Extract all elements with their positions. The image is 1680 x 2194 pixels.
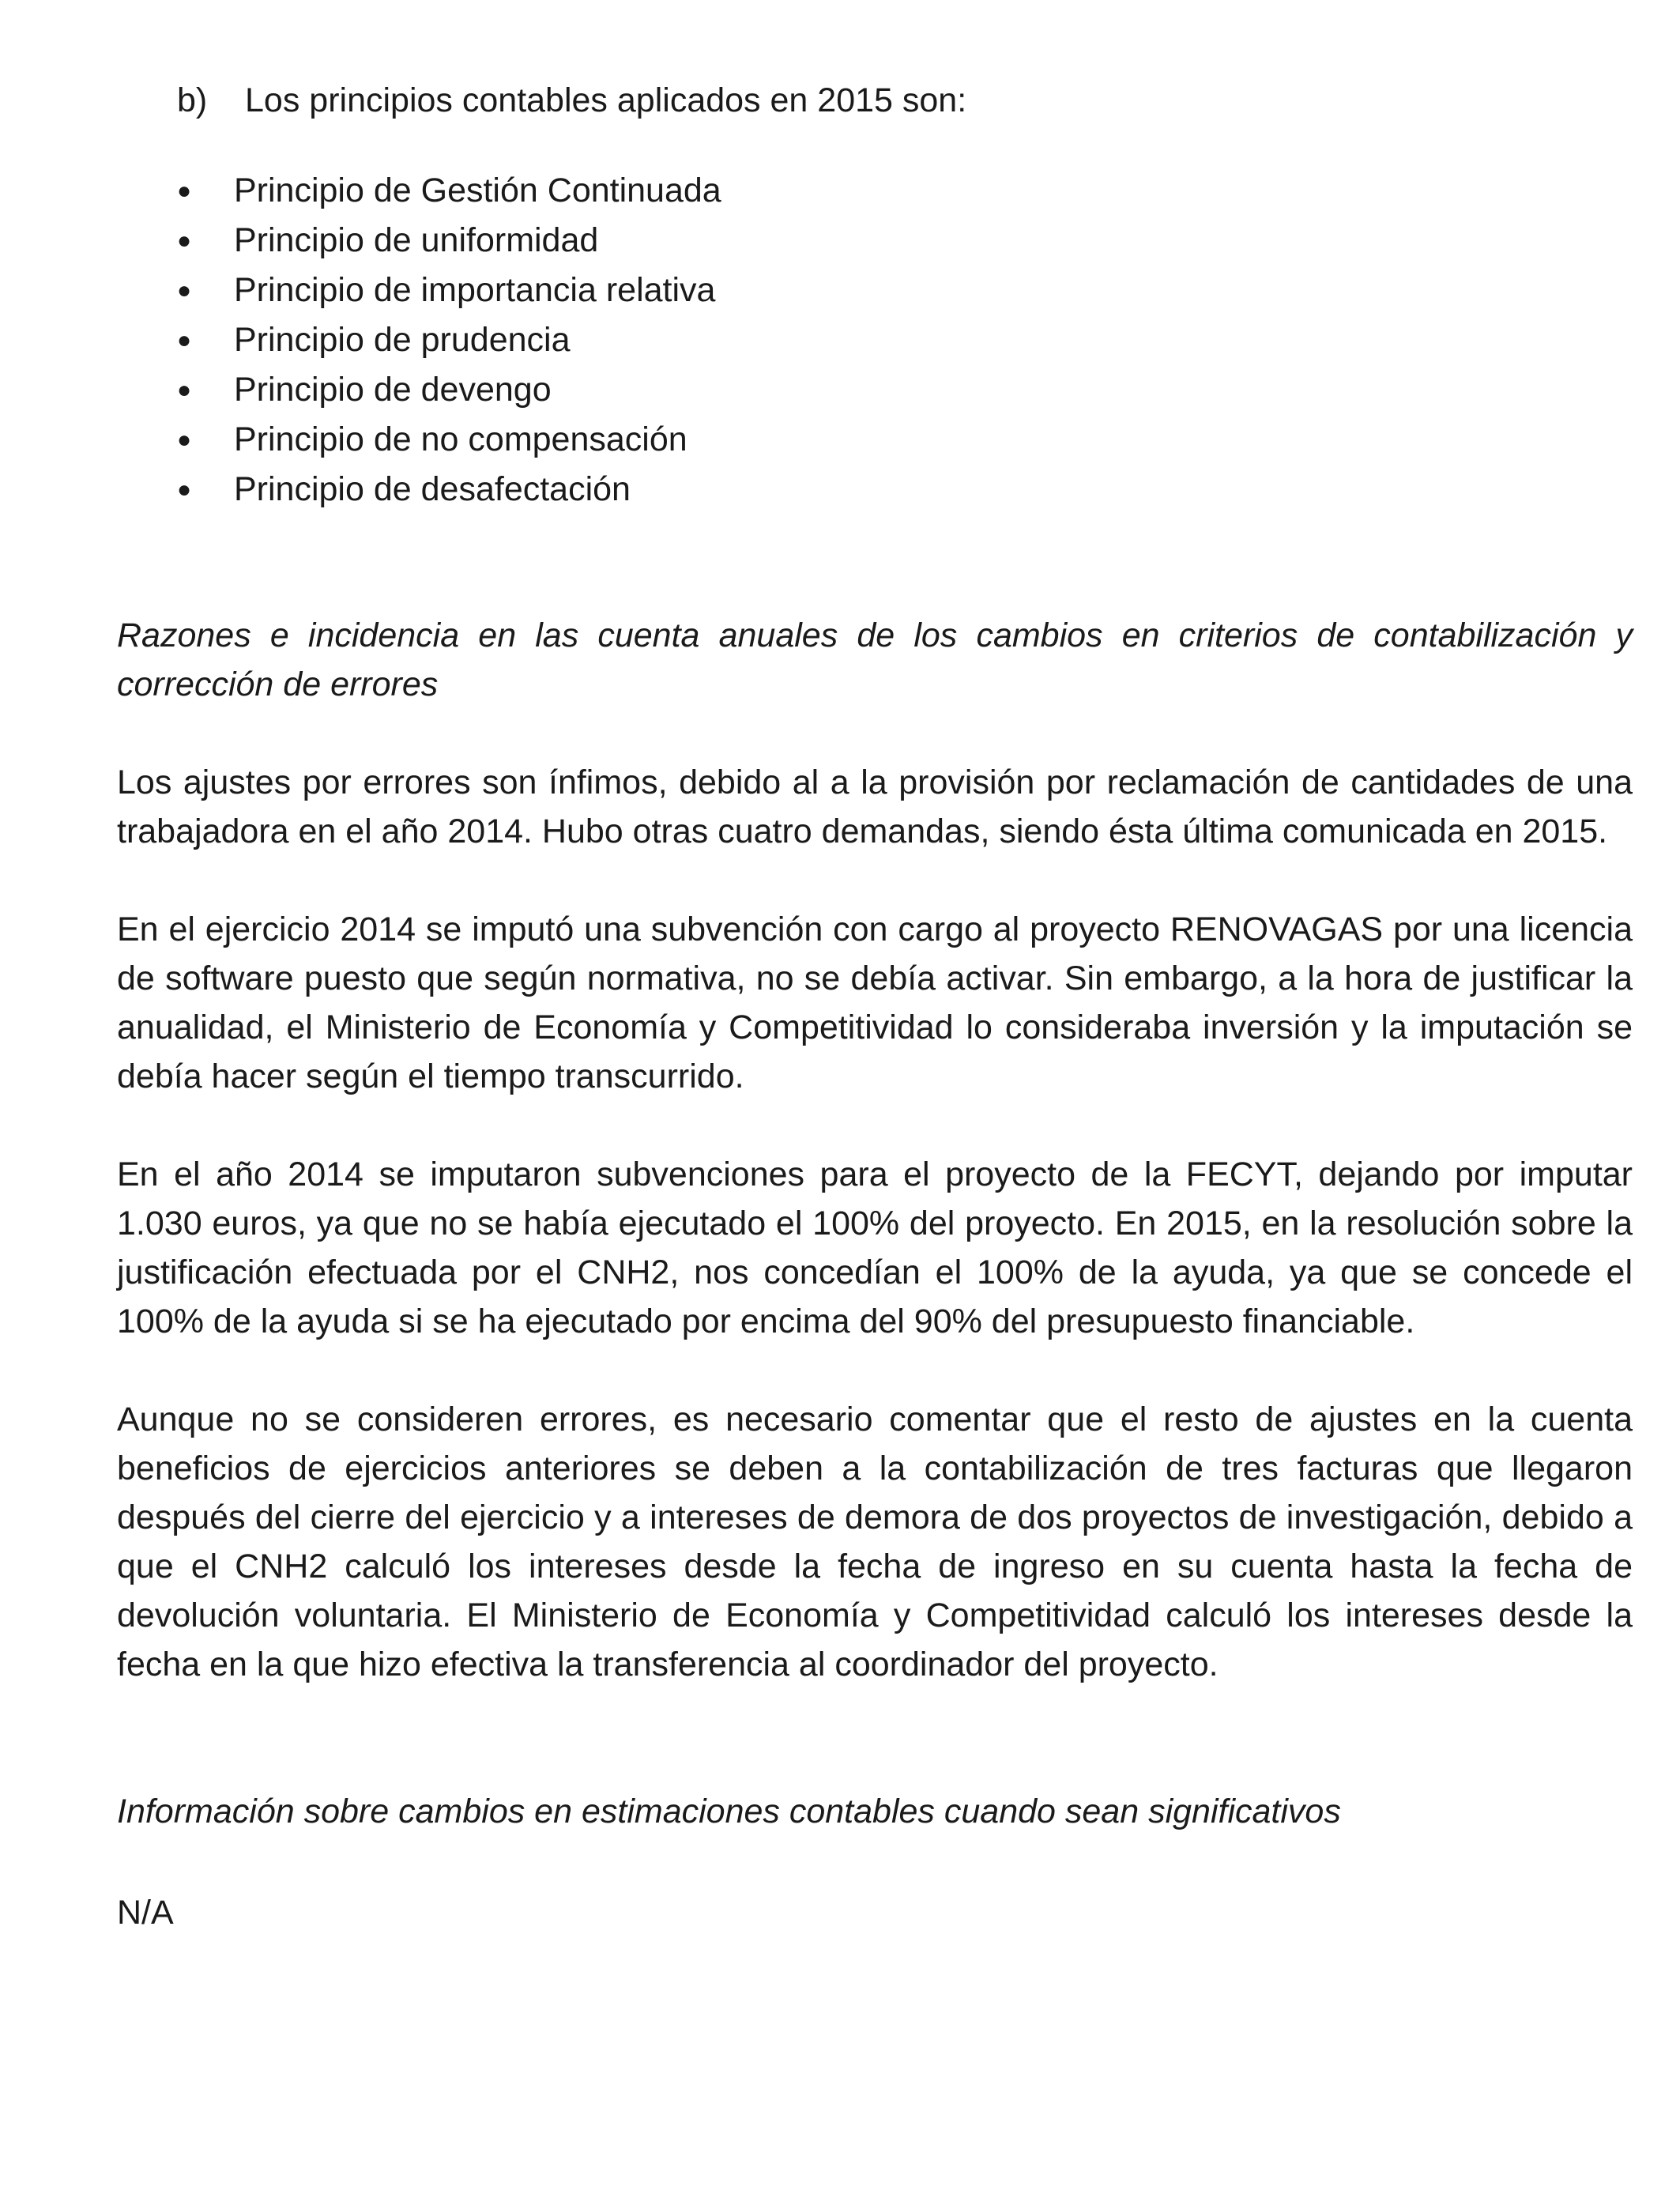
list-item bbox=[177, 315, 1633, 365]
paragraph: En el ejercicio 2014 se imputó una subvención con cargo al proyecto RENOVAGAS por una licencia de software puesto que según normativa, no se debía activar. Sin embargo, a la hora de justificar la anualidad, el Ministerio de Economía y Competitividad lo consideraba inversión y la imputación se debía hacer según el tiempo transcurrido. bbox=[117, 910, 1633, 1095]
list-item-text: Principio de desafectación bbox=[234, 470, 631, 508]
list-item-text: Principio de devengo bbox=[234, 371, 552, 409]
estimates-value: N/A bbox=[117, 1894, 174, 1932]
bullet-icon: ● bbox=[177, 327, 192, 353]
list-item-text: Principio de no compensación bbox=[234, 420, 687, 458]
paragraph: Los ajustes por errores son ínfimos, debido al a la provisión por reclamación de cantidades de una trabajadora en el año 2014. Hubo otras cuatro demandas, siendo ésta última comunicada en 2015. bbox=[117, 763, 1633, 850]
principles-intro bbox=[177, 76, 1633, 125]
document-page bbox=[117, 76, 1633, 1937]
list-item bbox=[177, 365, 1633, 415]
list-item-text: Principio de uniformidad bbox=[234, 221, 599, 259]
list-item bbox=[177, 216, 1633, 266]
list-item-text: Principio de prudencia bbox=[234, 321, 571, 359]
principles-list bbox=[177, 166, 1633, 515]
list-item-text: Principio de importancia relativa bbox=[234, 271, 716, 309]
list-marker: b) bbox=[177, 81, 208, 119]
paragraph: Aunque no se consideren errores, es necesario comentar que el resto de ajustes en la cuenta beneficios de ejercicios anteriores se deben a la contabilización de tres facturas que llegaron después del cierre del ejercicio y a intereses de demora de dos proyectos de investigación, debido a que el CNH2 calculó los intereses desde la fecha de ingreso en su cuenta hasta la fecha de devolución voluntaria. El Ministerio de Economía y Competitividad calculó los intereses desde la fecha en la que hizo efectiva la transferencia al coordinador del proyecto. bbox=[117, 1400, 1633, 1683]
section-title-errors: Razones e incidencia en las cuenta anuales de los cambios en criterios de contabilización y corrección de errores bbox=[117, 616, 1633, 703]
intro-text: Los principios contables aplicados en 2015 son: bbox=[245, 81, 967, 119]
bullet-icon: ● bbox=[177, 277, 192, 303]
list-item bbox=[177, 166, 1633, 216]
bullet-icon: ● bbox=[177, 377, 192, 403]
bullet-icon: ● bbox=[177, 228, 192, 254]
paragraph: En el año 2014 se imputaron subvenciones para el proyecto de la FECYT, dejando por imputar 1.030 euros, ya que no se había ejecutado el 100% del proyecto. En 2015, en la resolución sobre la justificación efectuada por el CNH2, nos concedían el 100% de la ayuda, ya que se concede el 100% de la ayuda si se ha ejecutado por encima del 90% del presupuesto financiable. bbox=[117, 1155, 1633, 1340]
bullet-icon: ● bbox=[177, 477, 192, 503]
list-item bbox=[177, 465, 1633, 515]
list-item bbox=[177, 266, 1633, 315]
list-item-text: Principio de Gestión Continuada bbox=[234, 172, 721, 209]
section-title-estimates: Información sobre cambios en estimaciones contables cuando sean significativos bbox=[117, 1793, 1341, 1830]
list-item bbox=[177, 415, 1633, 465]
bullet-icon: ● bbox=[177, 178, 192, 204]
bullet-icon: ● bbox=[177, 427, 192, 453]
